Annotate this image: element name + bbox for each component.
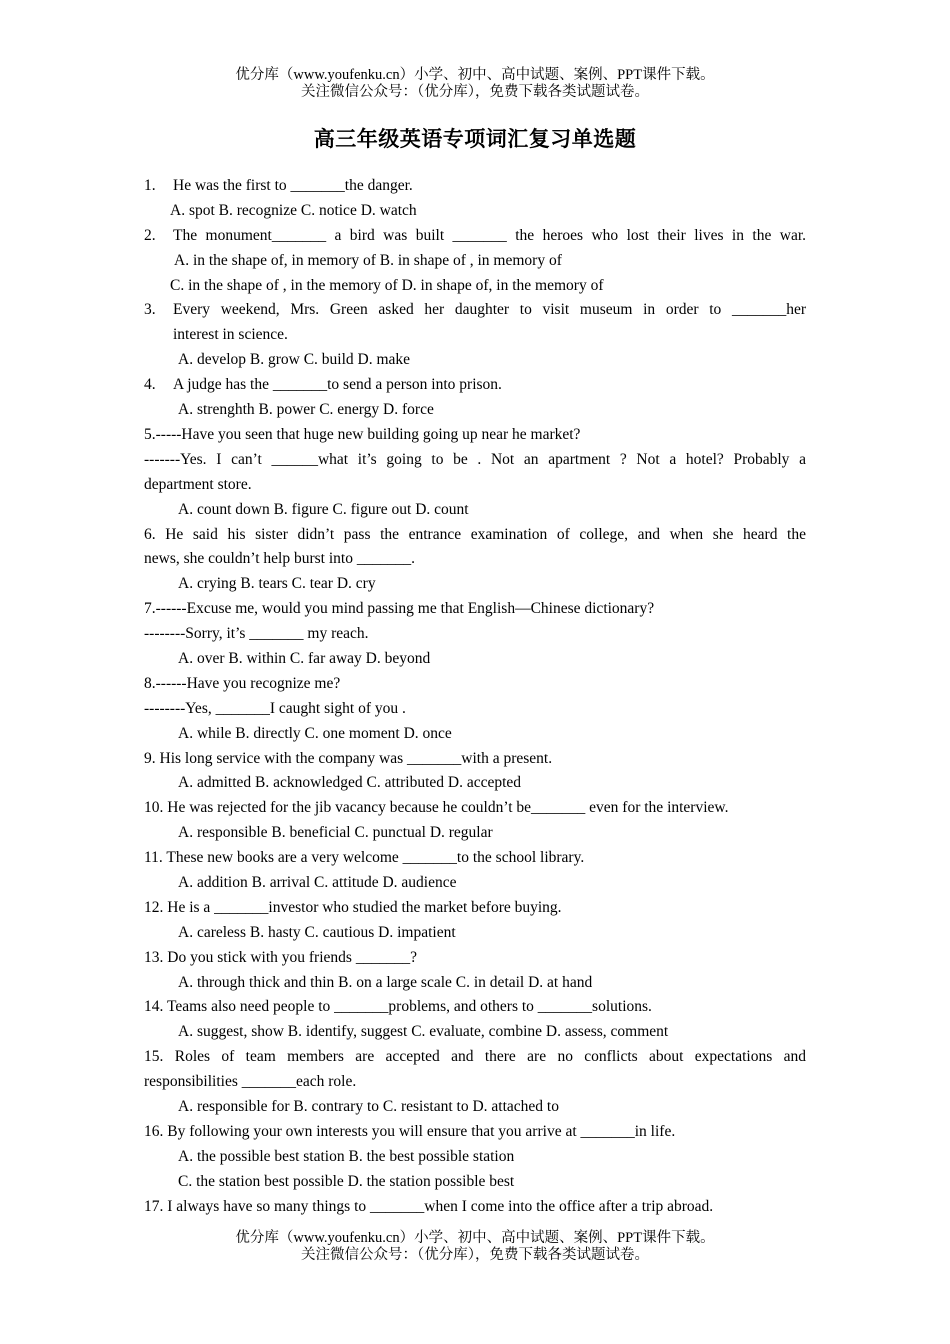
page-footer [0,1230,950,1264]
question-4-options: A. strenghth B. power C. energy D. force [178,401,434,419]
question-11: 11. These new books are a very welcome _______to the school library. [144,849,585,867]
question-13: 13. Do you stick with you friends _______? [144,948,417,966]
question-9-options: A. admitted B. acknowledged C. attributed D. accepted [178,774,522,792]
question-9: 9. His long service with the company was _______with a present. [144,749,553,767]
question-3-options: A. develop B. grow C. build D. make [178,351,411,369]
question-15-cont: responsibilities _______each role. [144,1073,357,1091]
question-15-options: A. responsible for B. contrary to C. resistant to D. attached to [178,1097,559,1115]
question-6: 6. He said his sister didn’t pass the entrance examination of college, and when she heard the [144,525,806,543]
question-13-options: A. through thick and thin B. on a large scale C. in detail D. at hand [178,973,593,991]
question-16: 16. By following your own interests you will ensure that you arrive at _______in life. [144,1122,676,1140]
question-15: 15. Roles of team members are accepted and there are no conflicts about expectations and [144,1048,806,1066]
question-1-options: A. spot B. recognize C. notice D. watch [170,201,417,219]
question-12-options: A. careless B. hasty C. cautious D. impatient [178,923,456,941]
question-3-cont: interest in science. [173,326,288,344]
question-6-options: A. crying B. tears C. tear D. cry [178,575,376,593]
question-8: 8.------Have you recognize me? [144,674,341,692]
question-16-options-1: A. the possible best station B. the best possible station [178,1147,515,1165]
question-5-options: A. count down B. figure C. figure out D. count [178,500,469,518]
question-10: 10. He was rejected for the jib vacancy because he couldn’t be_______ even for the interview. [144,799,729,817]
footer-line-1: 优分库（www.youfenku.cn）小学、初中、高中试题、案例、PPT课件下载。 [235,1230,715,1246]
question-5-reply: -------Yes. I can’t ______what it’s going to be . Not an apartment ? Not a hotel? Probably a [144,450,806,468]
question-8-reply: --------Yes, _______I caught sight of you . [144,699,406,717]
question-8-options: A. while B. directly C. one moment D. once [178,724,452,742]
question-2-options-1: A. in the shape of, in memory of B. in shape of , in memory of [174,251,562,269]
question-6-cont: news, she couldn’t help burst into _______. [144,550,415,568]
question-3: 3. Every weekend, Mrs. Green asked her daughter to visit museum in order to _______her [144,301,806,319]
question-2-options-2: C. in the shape of , in the memory of D. in shape of, in the memory of [170,276,604,294]
question-list [144,174,806,1219]
page-header [0,67,950,101]
header-line-2: 关注微信公众号：（优分库），免费下载各类试题试卷。 [301,84,649,100]
question-7-reply: --------Sorry, it’s _______ my reach. [144,625,369,643]
question-11-options: A. addition B. arrival C. attitude D. audience [178,873,457,891]
question-5-cont: department store. [144,475,252,493]
question-14: 14. Teams also need people to _______problems, and others to _______solutions. [144,998,652,1016]
question-10-options: A. responsible B. beneficial C. punctual D. regular [178,824,493,842]
question-17: 17. I always have so many things to _______when I come into the office after a trip abroad. [144,1197,714,1215]
question-4: 4. A judge has the _______to send a person into prison. [144,376,502,394]
question-1: 1. He was the first to _______the danger. [144,177,413,194]
question-7: 7.------Excuse me, would you mind passing me that English—Chinese dictionary? [144,600,655,618]
question-14-options: A. suggest, show B. identify, suggest C. evaluate, combine D. assess, comment [178,1023,669,1041]
question-2: 2. The monument_______ a bird was built _______ the heroes who lost their lives in the war. [144,226,806,244]
question-16-options-2: C. the station best possible D. the station possible best [178,1172,515,1190]
header-line-1: 优分库（www.youfenku.cn）小学、初中、高中试题、案例、PPT课件下载。 [235,67,715,83]
question-7-options: A. over B. within C. far away D. beyond [178,649,431,667]
page-title: 高三年级英语专项词汇复习单选题 [313,127,637,151]
question-5: 5.-----Have you seen that huge new building going up near he market? [144,425,581,443]
question-12: 12. He is a _______investor who studied the market before buying. [144,898,562,916]
footer-line-2: 关注微信公众号：（优分库），免费下载各类试题试卷。 [301,1247,649,1263]
